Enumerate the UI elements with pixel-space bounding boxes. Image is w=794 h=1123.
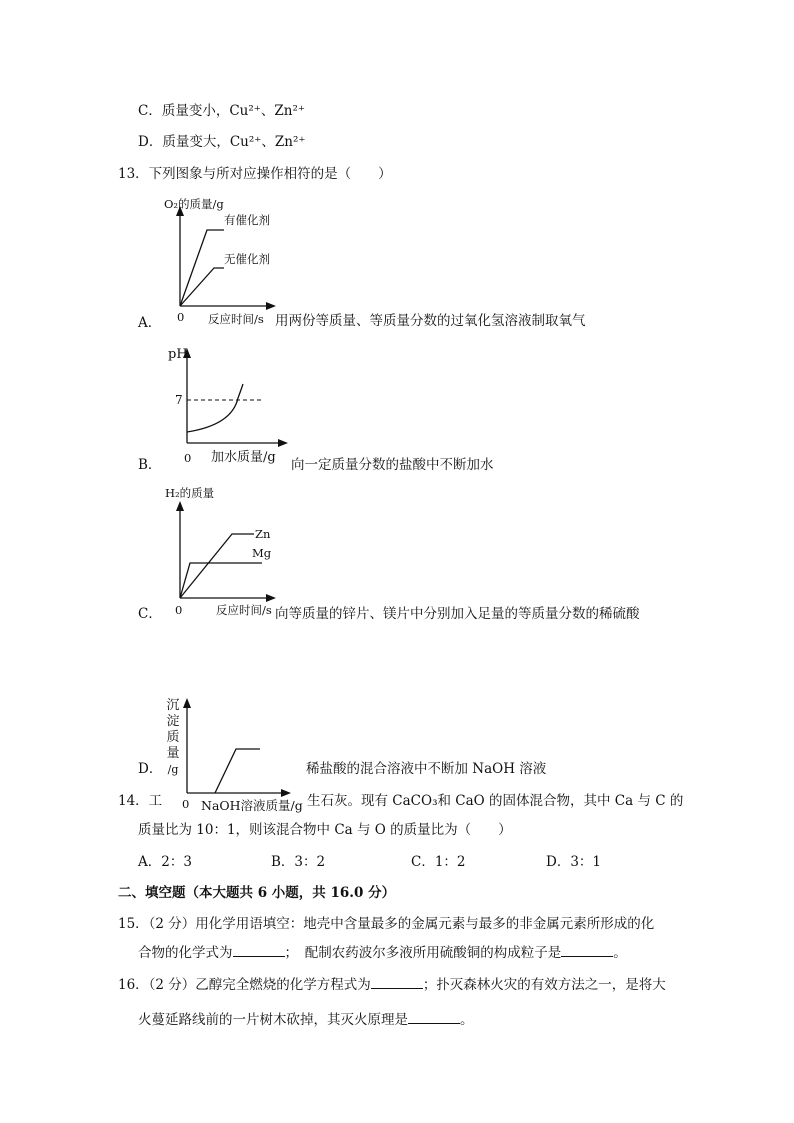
option-c-letter: C． (138, 606, 162, 622)
graph-a-origin: 0 (177, 310, 185, 324)
graph-d-curve (215, 749, 260, 793)
q15-text-a: 合物的化学式为 (138, 945, 233, 961)
q15-blank-2[interactable] (561, 944, 613, 957)
option-d-desc: 稀盐酸的混合溶液中不断加 NaOH 溶液 (306, 761, 547, 777)
graph-d-y-char-3: 质 (166, 730, 180, 745)
graph-c-curve1-label: Zn (255, 527, 271, 541)
option-a-letter: A． (138, 315, 162, 331)
graph-d-origin: 0 (182, 797, 190, 811)
graph-b-y-label: pH (168, 347, 188, 362)
graph-a-curve1-label: 有催化剂 (224, 213, 270, 227)
q12-option-c: C．质量变小，Cu²⁺、Zn²⁺ (138, 103, 306, 119)
q14-option-d: D．3：1 (546, 854, 602, 870)
graph-c-y-label: H₂的质量 (165, 486, 215, 500)
q16-text-c: 火蔓延路线前的一片树木砍掉，其灭火原理是 (138, 1012, 408, 1028)
q14-option-a: A．2：3 (138, 854, 192, 870)
graph-c-curve2-label: Mg (252, 546, 272, 560)
option-b-desc: 向一定质量分数的盐酸中不断加水 (291, 457, 494, 473)
graph-d-y-char-2: 淀 (166, 714, 180, 729)
q15-text-b: ； 配制农药波尔多液所用硫酸铜的构成粒子是 (284, 945, 562, 961)
q14-line2: 质量比为 10：1，则该混合物中 Ca 与 O 的质量比为（ ） (138, 822, 512, 838)
graph-b-ytick-7: 7 (175, 393, 183, 407)
option-b-letter: B． (138, 457, 162, 473)
q14-number: 14．工 (118, 793, 163, 809)
q16-text-d: 。 (460, 1012, 474, 1028)
q16-line1 (118, 975, 666, 995)
q13-stem: 13．下列图象与所对应操作相符的是（ ） (118, 166, 392, 182)
graph-b-origin: 0 (184, 451, 192, 465)
option-a-desc: 用两份等质量、等质量分数的过氧化氢溶液制取氧气 (275, 313, 586, 329)
graph-a-x-label: 反应时间/s (208, 312, 264, 326)
q14-option-c: C．1：2 (411, 854, 466, 870)
graph-d-x-label: NaOH溶液质量/g (201, 798, 303, 813)
q12-option-d: D．质量变大，Cu²⁺、Zn²⁺ (138, 134, 306, 150)
graph-a-curve2-label: 无催化剂 (224, 252, 270, 266)
graph-d-y-char-4: 量 (166, 746, 180, 761)
q14-line1: 生石灰。现有 CaCO₃和 CaO 的固体混合物，其中 Ca 与 C 的 (307, 793, 684, 809)
q16-text-b: ；扑灭森林火灾的有效方法之一，是将大 (422, 977, 666, 993)
graph-d-y-char-5: /g (167, 763, 179, 776)
q15-blank-1[interactable] (233, 944, 285, 957)
graph-d-x-arrow (281, 789, 291, 797)
q14-option-b: B．3：2 (271, 854, 326, 870)
q15-line2 (138, 943, 627, 963)
graph-d-y-char-1: 沉 (166, 698, 180, 713)
q16-line2 (138, 1010, 474, 1030)
q15-line1: 15．（2 分）用化学用语填空：地壳中含量最多的金属元素与最多的非金属元素所形成的化 (118, 916, 655, 932)
q16-text-a: 16．（2 分）乙醇完全燃烧的化学方程式为 (118, 977, 371, 993)
q15-text-c: 。 (613, 945, 627, 961)
graph-d-y-arrow (183, 698, 191, 708)
graph-d-y-label (165, 698, 181, 778)
option-d-letter: D． (138, 761, 163, 777)
graph-b-x-label: 加水质量/g (211, 450, 276, 465)
option-c-desc: 向等质量的锌片、镁片中分别加入足量的等质量分数的稀硫酸 (275, 606, 640, 622)
q16-blank-2[interactable] (408, 1011, 460, 1024)
graph-c-x-label: 反应时间/s (216, 603, 272, 617)
section-2-title: 二、填空题（本大题共 6 小题，共 16.0 分） (118, 885, 396, 901)
graph-c-origin: 0 (175, 603, 183, 617)
graph-a-y-label: O₂的质量/g (164, 197, 224, 211)
q16-blank-1[interactable] (371, 976, 423, 989)
